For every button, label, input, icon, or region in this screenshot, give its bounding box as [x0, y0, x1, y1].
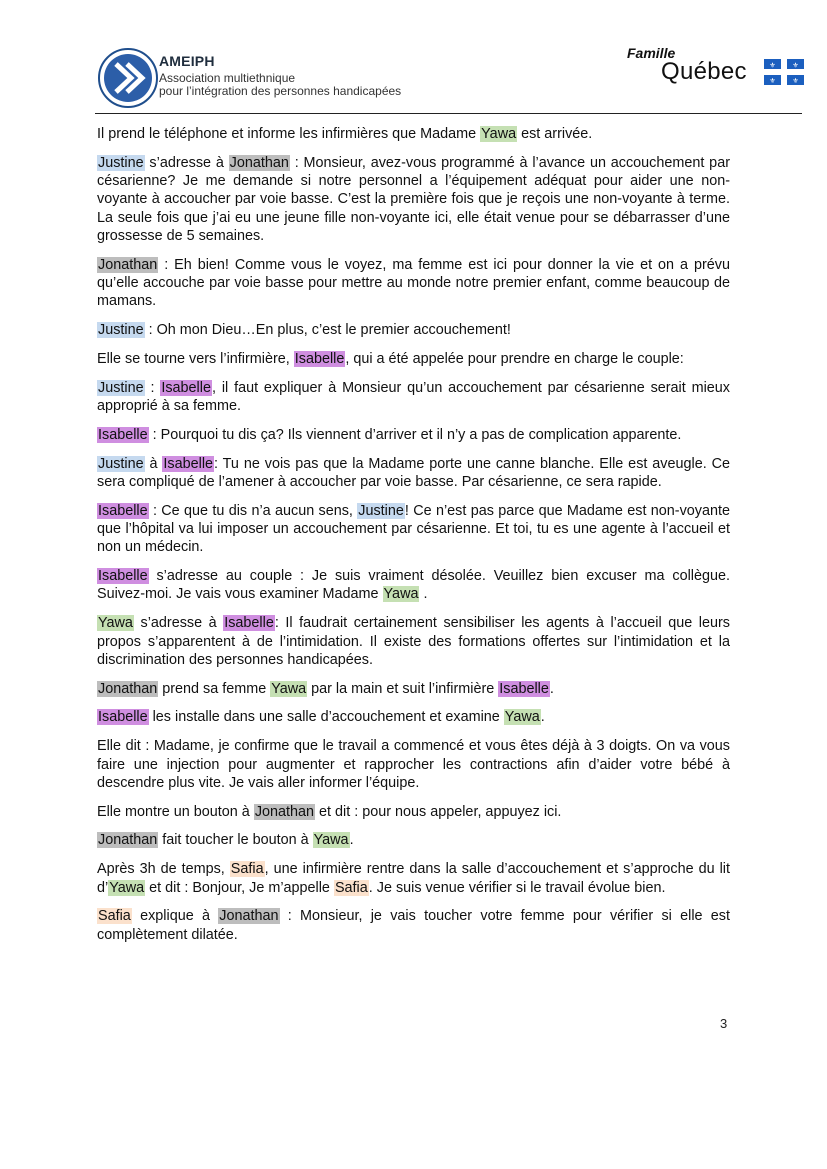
paragraph: [97, 907, 730, 944]
paragraph: [97, 379, 730, 416]
paragraph-text: par la main et suit l’infirmière: [307, 680, 499, 697]
name-highlight-safia: Safia: [98, 908, 131, 925]
svg-text:⚜: ⚜: [769, 77, 776, 85]
svg-text:⚜: ⚜: [792, 77, 799, 85]
paragraph-text: : Eh bien! Comme vous le voyez, ma femme est ici pour donner la vie et on a prévu qu’elle accouche par voie basse pour mettre au monde notre premier enfant, comme beaucoup de mamans.: [97, 256, 730, 310]
quebec-fleurdelise-flag-icon: [764, 59, 804, 85]
paragraph: [97, 614, 730, 669]
paragraph-text: : Oh mon Dieu…En plus, c’est le premier accouchement!: [144, 322, 511, 339]
name-highlight-jonathan: Jonathan: [98, 832, 158, 849]
paragraph-text: . Je suis venue vérifier si le travail évolue bien.: [368, 879, 666, 896]
paragraph-text: : Ce que tu dis n’a aucun sens,: [148, 502, 358, 519]
paragraph: [97, 831, 730, 849]
paragraph: [97, 350, 730, 368]
paragraph: [97, 567, 730, 604]
name-highlight-isabelle: Isabelle: [98, 426, 148, 443]
paragraph: [97, 502, 730, 557]
name-highlight-yawa: Yawa: [313, 832, 349, 849]
org-short-name: AMEIPH: [159, 53, 215, 69]
paragraph-text: Il prend le téléphone et informe les infirmières que Madame: [97, 126, 481, 142]
name-highlight-isabelle: Isabelle: [224, 615, 274, 632]
name-highlight-jonathan: Jonathan: [98, 680, 158, 697]
name-highlight-justine: Justine: [98, 379, 144, 396]
paragraph-text: Elle dit : Madame, je confirme que le travail a commencé et vous êtes déjà à 3 doigts. On va vous faire une injection pour augmenter et rapprocher les contractions afin d’aider votre bébé à descendre plus vite. Je vais aller informer l’équipe.: [97, 738, 730, 791]
name-highlight-jonathan: Jonathan: [98, 256, 158, 273]
name-highlight-safia: Safia: [334, 879, 368, 896]
paragraph-text: .: [549, 680, 554, 697]
name-highlight-isabelle: Isabelle: [98, 709, 148, 726]
paragraph: [97, 125, 730, 143]
name-highlight-jonathan: Jonathan: [229, 154, 289, 171]
name-highlight-safia: Safia: [230, 861, 264, 878]
paragraph-text: :: [144, 379, 161, 396]
paragraph-text: , il faut expliquer à Monsieur qu’un accouchement par césarienne serait mieux approprié à sa femme.: [97, 379, 731, 415]
ameiph-chevron-logo-icon: [97, 47, 159, 109]
paragraph: [97, 803, 730, 821]
name-highlight-justine: Justine: [98, 455, 144, 472]
paragraph-text: s’adresse à: [144, 154, 229, 171]
paragraph-text: : Pourquoi tu dis ça? Ils viennent d’arriver et il n’y a pas de complication apparente.: [148, 426, 682, 443]
name-highlight-justine: Justine: [358, 502, 404, 519]
paragraph-text: est arrivée.: [517, 126, 593, 142]
paragraph: [97, 426, 730, 444]
name-highlight-isabelle: Isabelle: [161, 379, 211, 396]
name-highlight-yawa: Yawa: [98, 615, 133, 632]
paragraph-text: : Monsieur, avez-vous programmé à l’avance un accouchement par césarienne? Je me demande si notre personnel a l’équipement adéquat pour aider une non-voyante à accoucher par voie basse. C’est la première fois que je reçois une non-voyante à terme. La seule fois que j’ai eu une jeune fille non-voyante ici, elle était venue pour se débarrasser d’une grossesse de 5 semaines.: [97, 154, 730, 244]
paragraph-text: : Monsieur, je vais toucher votre femme pour vérifier si elle est complètement dilatée.: [97, 908, 731, 943]
paragraph: [97, 256, 730, 311]
org-full-name-line1: Association multiethnique: [159, 71, 296, 85]
paragraph-text: et dit : Bonjour, Je m’appelle: [145, 879, 334, 896]
document-body: [97, 125, 730, 954]
paragraph-text: s’adresse au couple : Je suis vraiment désolée. Veuillez bien excuser ma collègue. Suivez-moi. Je vais vous examiner Madame: [97, 568, 730, 603]
paragraph-text: : Tu ne vois pas que la Madame porte une canne blanche. Elle est aveugle. Ce sera compliqué de l’amener à accoucher par voie basse. Par césarienne, ce sera rapide.: [97, 455, 730, 490]
paragraph-text: Elle montre un bouton à: [97, 803, 254, 820]
name-highlight-jonathan: Jonathan: [219, 908, 279, 925]
paragraph-text: , une infirmière rentre dans la salle d’accouchement et s’approche du lit d’: [97, 861, 730, 896]
name-highlight-justine: Justine: [98, 322, 144, 339]
name-highlight-yawa: Yawa: [481, 126, 517, 142]
paragraph: [97, 455, 730, 492]
paragraph-text: .: [349, 832, 354, 849]
quebec-wordmark: Québec: [661, 58, 747, 85]
paragraph-text: prend sa femme: [158, 680, 271, 697]
name-highlight-yawa: Yawa: [504, 709, 540, 726]
paragraph-text: , qui a été appelée pour prendre en charge le couple:: [345, 350, 684, 367]
name-highlight-yawa: Yawa: [383, 586, 419, 603]
paragraph-text: .: [419, 586, 428, 603]
header-divider: [95, 113, 802, 114]
name-highlight-yawa: Yawa: [109, 879, 145, 896]
org-full-name-line2: pour l’intégration des personnes handicapées: [159, 84, 402, 98]
name-highlight-justine: Justine: [98, 154, 144, 171]
paragraph-text: .: [540, 709, 545, 726]
paragraph: [97, 321, 730, 339]
paragraph-text: à: [144, 455, 163, 472]
svg-text:⚜: ⚜: [769, 61, 776, 70]
paragraph-text: : Il faudrait certainement sensibiliser les agents à l’accueil que leurs propos s’apparentent à de l’intimidation. Il existe des formations offertes sur l’intimidation et la discrimination des personnes handicapées.: [97, 615, 730, 668]
name-highlight-yawa: Yawa: [271, 680, 307, 697]
paragraph-text: s’adresse à: [133, 615, 224, 632]
name-highlight-jonathan: Jonathan: [254, 803, 315, 820]
paragraph-text: Elle se tourne vers l’infirmière,: [97, 350, 294, 367]
page-header: [0, 0, 827, 118]
paragraph-text: et dit : pour nous appeler, appuyez ici.: [315, 803, 562, 820]
paragraph: [97, 680, 730, 698]
paragraph: [97, 708, 730, 726]
paragraph-text: explique à: [131, 908, 219, 925]
paragraph: [97, 154, 730, 245]
paragraph: [97, 860, 730, 897]
page-number: 3: [720, 1016, 728, 1031]
paragraph-text: fait toucher le bouton à: [158, 832, 313, 849]
svg-text:⚜: ⚜: [792, 61, 799, 70]
paragraph-text: ! Ce n’est pas parce que Madame est non-voyante que l’hôpital va lui imposer un accouchement par césarienne. Et toi, tu es une agente à l’accueil et non un médecin.: [97, 502, 730, 556]
name-highlight-isabelle: Isabelle: [499, 680, 549, 697]
paragraph-text: les installe dans une salle d’accouchement et examine: [148, 709, 504, 726]
paragraph-text: Après 3h de temps,: [97, 861, 230, 878]
name-highlight-isabelle: Isabelle: [98, 568, 148, 585]
paragraph: [97, 737, 730, 792]
famille-label: Famille: [627, 45, 676, 61]
name-highlight-isabelle: Isabelle: [98, 502, 148, 519]
name-highlight-isabelle: Isabelle: [294, 350, 345, 367]
name-highlight-isabelle: Isabelle: [163, 455, 214, 472]
